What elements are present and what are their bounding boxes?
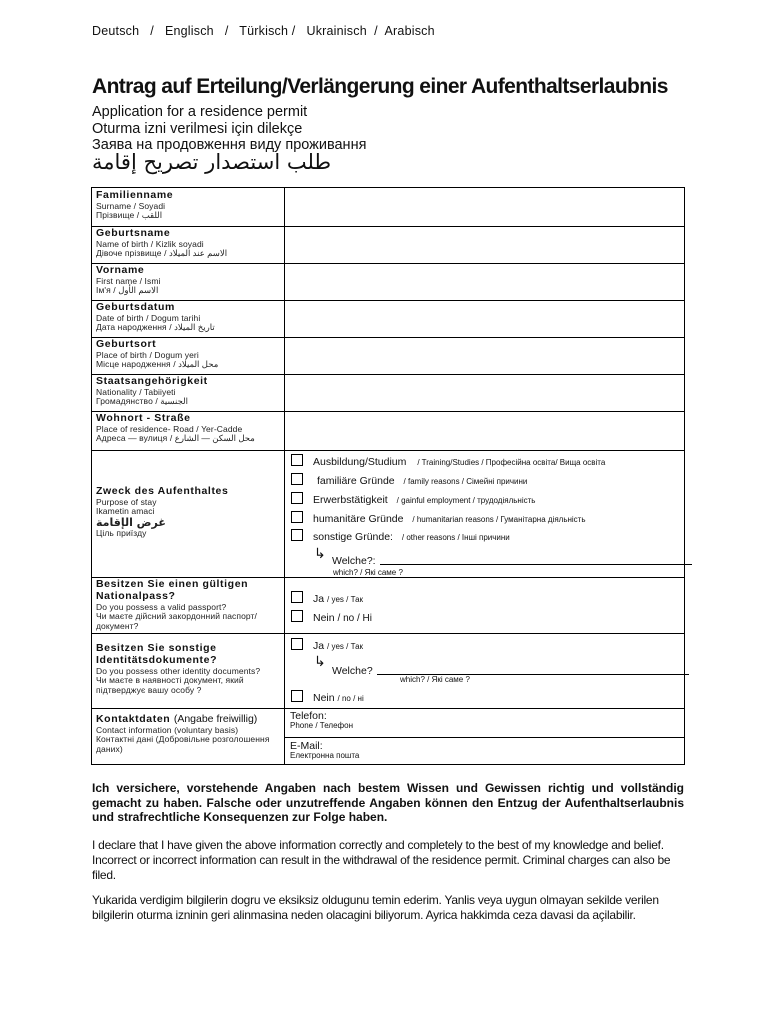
corner-arrow-icon: ↳ — [314, 653, 326, 669]
birthplace-label: Geburtsort Place of birth / Dogum yeri Місце народження / محل الميلاد — [96, 338, 219, 370]
declaration-turkish: Yukarida verdigim bilgilerin dogru ve eksiksiz oldugunu temin ederim. Yanlis veya uygun olmayan sekilde verilen bilgilerin oturma izninin geri alinmasina neden olacagini biliyorum. Ayrica hakkimda ceza davasi da açilabilir. — [92, 893, 659, 922]
checkbox[interactable] — [291, 473, 303, 485]
checkbox[interactable] — [291, 511, 303, 523]
email-field[interactable]: E-Mail: Електронна пошта — [290, 740, 360, 761]
checkbox[interactable] — [291, 638, 303, 650]
declaration-english: I declare that I have given the above information correctly and completely to the best of my knowledge and belief. Incorrect or incorrect information can result in the withdrawal of the residence permit. Criminal charges can also be filed. — [92, 838, 671, 882]
language-list: Deutsch / Englisch / Türkisch / Ukrainisch / Arabisch — [92, 24, 435, 38]
birthname-input[interactable] — [285, 226, 684, 263]
declaration-german: Ich versichere, vorstehende Angaben nach bestem Wissen und Gewissen richtig und vollständig gemacht zu haben. Falsche oder unzutreffende Angaben können den Entzug der Aufenthaltserlaubnis und strafrechtliche Konsequenzen zur Folge haben. — [92, 781, 684, 825]
passport-yes-option[interactable]: Ja / yes / Так — [291, 591, 363, 605]
subtitle-arabic: طلب استصدار تصريح إقامة — [92, 150, 332, 174]
birthname-label: Geburtsname Name of birth / Kizlik soyadi Дівоче прізвище / الاسم عند الميلاد — [96, 227, 228, 259]
purpose-which-field[interactable]: Welche?: — [332, 555, 692, 567]
identity-label: Besitzen Sie sonstige Identitätsdokumente? Do you possess other identity documents? Чи маєте в наявності документ, який підтверджує вашу особу ? — [96, 642, 261, 695]
identity-which-hint: which? / Які саме ? — [400, 675, 470, 684]
address-input[interactable] — [285, 411, 684, 450]
phone-field[interactable]: Telefon: Phone / Телефон — [290, 710, 353, 731]
form-title: Antrag auf Erteilung/Verlängerung einer Aufenthaltserlaubnis — [92, 75, 668, 98]
firstname-input[interactable] — [285, 263, 684, 300]
subtitle-english: Application for a residence permit — [92, 104, 308, 120]
birthdate-input[interactable] — [285, 300, 684, 337]
purpose-label: Zweck des Aufenthaltes Purpose of stay Ikametin amaci غرض الإقامة Ціль приїзду — [96, 485, 229, 539]
contact-label: Kontaktdaten (Angabe freiwillig) Contact information (voluntary basis) Контактні дані (Добровільне розголошення даних) — [96, 713, 270, 754]
address-label: Wohnort - Straße Place of residence- Road / Yer-Cadde Адреса — вулиця / محل السكن — الشارع — [96, 412, 255, 444]
corner-arrow-icon: ↳ — [314, 545, 326, 561]
identity-which-field[interactable]: Welche? — [332, 665, 689, 677]
nationality-input[interactable] — [285, 374, 684, 411]
purpose-option-family[interactable]: familiäre Gründe / family reasons / Сімейні причини — [291, 473, 527, 487]
birthplace-input[interactable] — [285, 337, 684, 374]
firstname-label: Vorname First name / Ismi Ім'я / الاسم الأول — [96, 264, 161, 296]
surname-label: Familienname Surname / Soyadi Прізвище / اللقب — [96, 189, 174, 221]
checkbox[interactable] — [291, 492, 303, 504]
identity-yes-option[interactable]: Ja / yes / Так — [291, 638, 363, 652]
identity-no-option[interactable]: Nein / no / ні — [291, 690, 364, 704]
subtitle-ukrainian: Заява на продовження виду проживання — [92, 137, 367, 153]
birthdate-label: Geburtsdatum Date of birth / Dogum tarihi Дата народження / تاريخ الميلاد — [96, 301, 215, 333]
surname-input[interactable] — [285, 188, 684, 226]
passport-no-option[interactable]: Nein / no / Ні — [291, 610, 372, 624]
purpose-which-hint: which? / Які саме ? — [333, 568, 403, 577]
subtitle-turkish: Oturma izni verilmesi için dilekçe — [92, 121, 303, 137]
checkbox[interactable] — [291, 529, 303, 541]
checkbox[interactable] — [291, 591, 303, 603]
checkbox[interactable] — [291, 454, 303, 466]
checkbox[interactable] — [291, 610, 303, 622]
purpose-option-employment[interactable]: Erwerbstätigkeit / gainful employment / трудодіяльність — [291, 492, 535, 506]
purpose-option-education[interactable]: Ausbildung/Studium / Training/Studies / Професійна освіта/ Вища освіта — [291, 454, 605, 468]
checkbox[interactable] — [291, 690, 303, 702]
purpose-option-other[interactable]: sonstige Gründe: / other reasons / Інші причини — [291, 529, 510, 543]
passport-label: Besitzen Sie einen gültigen Nationalpass? Do you possess a valid passport? Чи маєте дійсний закордонний паспорт/ документ? — [96, 578, 258, 631]
purpose-option-humanitarian[interactable]: humanitäre Gründe / humanitarian reasons / Гуманітарна діяльність — [291, 511, 586, 525]
application-form-table — [91, 187, 685, 765]
nationality-label: Staatsangehörigkeit Nationality / Tabiiyeti Громадянство / الجنسية — [96, 375, 208, 407]
